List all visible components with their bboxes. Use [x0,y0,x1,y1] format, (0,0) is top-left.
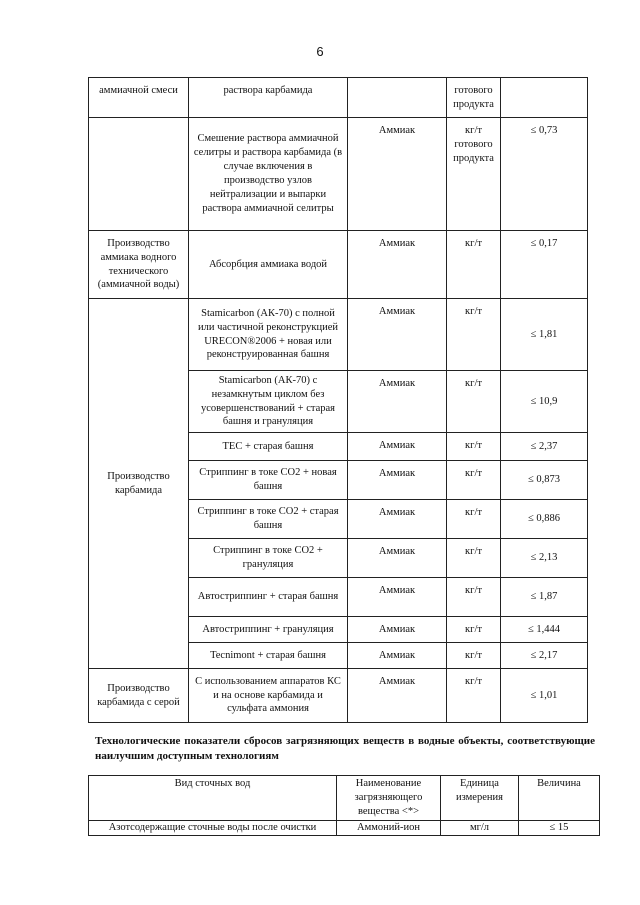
header-name: Наименование загрязняющего вещества <*> [337,776,441,821]
unit-cell: кг/т готового продукта [447,118,501,231]
value-cell: ≤ 1,87 [501,578,588,617]
unit-cell: кг/т [447,433,501,461]
substance-cell: Аммиак [348,371,447,433]
production-cell [89,118,189,231]
page-number: 6 [316,44,324,59]
process-cell: Автостриппинг + грануляция [189,617,348,643]
unit-cell: кг/т [447,643,501,669]
unit-cell: мг/л [441,820,519,835]
substance-cell: Аммиак [348,500,447,539]
value-cell: ≤ 0,873 [501,461,588,500]
unit-cell: кг/т [447,299,501,371]
unit-cell: кг/т [447,578,501,617]
value-cell: ≤ 2,37 [501,433,588,461]
unit-cell: кг/т [447,231,501,299]
unit-cell: кг/т [447,617,501,643]
table-row [89,820,600,835]
emissions-table [88,77,588,723]
process-cell: Смешение раствора аммиачной селитры и раствора карбамида (в случае включения в производство узлов нейтрализации и выпарки раствора аммиачной селитры [189,118,348,231]
process-cell: Tecnimont + старая башня [189,643,348,669]
production-cell: аммиачной смеси [89,78,189,118]
process-cell: С использованием аппаратов КС и на основе карбамида и сульфата аммония [189,669,348,723]
value-cell: ≤ 2,17 [501,643,588,669]
value-cell: ≤ 2,13 [501,539,588,578]
unit-cell: кг/т [447,539,501,578]
substance-cell [348,78,447,118]
process-cell: Stamicarbon (АК-70) с полной или частичной реконструкцией URECON®2006 + новая или реконструированная башня [189,299,348,371]
substance-cell: Аммиак [348,118,447,231]
value-cell: ≤ 0,73 [501,118,588,231]
value-cell: ≤ 0,886 [501,500,588,539]
process-cell: Стриппинг в токе СО2 + новая башня [189,461,348,500]
process-cell: ТЕС + старая башня [189,433,348,461]
value-cell: ≤ 10,9 [501,371,588,433]
section-heading: Технологические показатели сбросов загрязняющих веществ в водные объекты, соответствующие наилучшим доступным технологиям [95,735,595,763]
header-unit: Единица измерения [441,776,519,821]
production-cell: Производство карбамида с серой [89,669,189,723]
value-cell: ≤ 0,17 [501,231,588,299]
process-cell: Стриппинг в токе СО2 + старая башня [189,500,348,539]
value-cell: ≤ 15 [519,820,600,835]
header-value: Величина [519,776,600,821]
value-cell: ≤ 1,81 [501,299,588,371]
unit-cell: кг/т [447,669,501,723]
table-row [89,669,588,723]
table-header-row [89,776,600,821]
substance-cell: Аммиак [348,231,447,299]
substance-cell: Аммиак [348,461,447,500]
process-cell: Stamicarbon (АК-70) с незамкнутым циклом без усовершенствований + старая башня и грануляция [189,371,348,433]
value-cell: ≤ 1,01 [501,669,588,723]
process-cell: раствора карбамида [189,78,348,118]
unit-cell: кг/т [447,461,501,500]
unit-cell: кг/т [447,371,501,433]
substance-cell: Аммиак [348,669,447,723]
value-cell: ≤ 1,444 [501,617,588,643]
substance-cell: Аммиак [348,433,447,461]
water-discharge-table [88,775,600,836]
table-row [89,231,588,299]
production-cell: Производство карбамида [89,299,189,669]
name-cell: Аммоний-ион [337,820,441,835]
production-cell: Производство аммиака водного технического (аммиачной воды) [89,231,189,299]
substance-cell: Аммиак [348,617,447,643]
process-cell: Автостриппинг + старая башня [189,578,348,617]
substance-cell: Аммиак [348,578,447,617]
table-row [89,299,588,371]
substance-cell: Аммиак [348,299,447,371]
substance-cell: Аммиак [348,539,447,578]
process-cell: Стриппинг в токе СО2 + грануляция [189,539,348,578]
process-cell: Абсорбция аммиака водой [189,231,348,299]
header-type: Вид сточных вод [89,776,337,821]
type-cell: Азотсодержащие сточные воды после очистки [89,820,337,835]
table-row [89,118,588,231]
unit-cell: готового продукта [447,78,501,118]
substance-cell: Аммиак [348,643,447,669]
unit-cell: кг/т [447,500,501,539]
value-cell [501,78,588,118]
table-row [89,78,588,118]
